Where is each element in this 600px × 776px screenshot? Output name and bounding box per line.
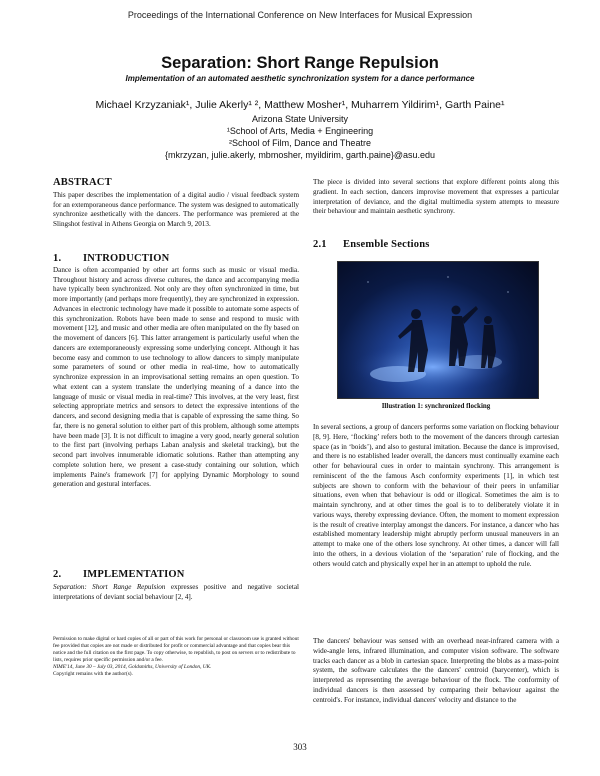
running-head: Proceedings of the International Conference on New Interfaces for Musical Expression [127,10,473,20]
section-number: 2.1 [313,239,327,250]
paper-title: Separation: Short Range Repulsion [161,54,439,72]
footnote-permission: Permission to make digital or hard copies of all or part of this work for personal or classroom use is granted without fee provided that copies are not made or distributed for profit or commercial advantage and that copies bear this notice and the full citation on the first page. To copy otherwise, to republish, to post on servers or to redistribute to lists, requires prior specific permission and/or a fee. [53,636,299,663]
section-title: Ensemble Sections [343,239,430,250]
figure-caption: Illustration 1: synchronized flocking [381,402,491,410]
abstract-heading: ABSTRACT [53,177,112,188]
introduction-heading [53,254,299,264]
implementation-heading [53,570,299,580]
section-number: 2. [53,569,62,580]
section-number: 1. [53,253,62,264]
introduction-section [53,254,299,490]
implementation-body: expresses positive and negative societal interpretations of deviant social behaviour [2, 4]. [53,582,299,601]
implementation-text [53,583,299,603]
introduction-text: Dance is often accompanied by other art forms such as music or visual media. Throughout history and across diverse cultures, the dance and accompanying media have typically been synchronized. Not only are they often synchronized in time, but more importantly (and perhaps more frequently), they are synchronized in expression. Advances in electronic technology have made it possible to automate some aspects of this synchronization. Robots have been made to sense and respond to music with movement [12], and music and other media are often manipulated on the fly based on the movement of dancers [6]. This latter arrangement is particularly useful when the dancers are extemporaneously expressing some underlying concept. Although it has become easy and common to use technology to allow dancers to simply manipulate some parameters of sound or other media in real-time, how to automatically synchronize expression in an improvisational setting remains an open question. To what extent can a system translate the underlying meaning of a dance into the language of music or visual media in real-time? This involves, at the very least, first selecting appropriate metrics and sensors to detect the expressive intentions of the dancers, and second designing media that is capable of expressing the same thing. So far, there is no general solution to either part of this problem, although some attempts have been made [3]. It is not difficult to imagine a very good, nearly general solution to the first part (involving perhaps Laban analysis and skeletal tracking), but the second part involves innumerable idiomatic solutions. Rather than attempting any complete solution here, we present a case-study containing our solution, which implements Paine's framework [7] for applying Dynamic Morphology to sound generation and gestural interfaces. [53,265,299,489]
implementation-section [53,570,299,602]
section-title: IMPLEMENTATION [83,569,185,580]
footnote-copyright: Copyright remains with the author(s). [53,671,133,677]
flocking-photo [337,261,539,399]
paper-subtitle: Implementation of an automated aesthetic synchronization system for a dance performance [125,74,475,83]
ensemble-paragraph-2: The dancers' behaviour was sensed with an overhead near-infrared camera with a wide-angle lens, infrared illumination, and computer vision software. The software tracks each dancer as a blob in cartesian space. Interpreting the blobs as a mass-point system, the software calculates the the dancers' centroid (barycenter), which is interpreted as representing the average behaviour of the flock. The conformity of individual dancers is then assessed by comparing their behaviour against the centroid's. For instance, individual dancers' velocity and distance to the [313,637,559,704]
abstract-text: This paper describes the implementation of a digital audio / visual feedback system for an extemporaneous dance performance. The system was designed to automatically synchronize aesthetically with the dancers. The performance was premiered at the Slingshot festival in Athens Georgia on March 9, 2013. [53,190,299,228]
ensemble-heading-block [313,240,559,250]
affiliation-school-ftd: ²School of Film, Dance and Theatre [229,138,371,148]
author-list: Michael Krzyzaniak¹, Julie Akerly¹ ², Matthew Mosher¹, Muharrem Yildirim¹, Garth Paine¹ [95,99,505,111]
ensemble-heading [313,240,559,250]
affiliation-university: Arizona State University [251,114,349,124]
abstract-section [53,178,299,230]
permission-footnote [53,636,299,678]
footnote-venue: NIME'14, June 30 – July 03, 2014, Goldsmiths, University of London, UK. [53,664,212,670]
right-intro-paragraph: The piece is divided into several sections that explore different points along this gradient. In each section, dancers improvise movement that expresses a particular interpretation of deviance, and the digital multimedia system attempts to measure their behaviour and maintain aesthetic synchrony. [313,178,559,216]
dancers-illustration [338,262,538,398]
author-emails: {mkrzyzan, julie.akerly, mbmosher, myildirim, garth.paine}@asu.edu [164,150,436,160]
page-number: 303 [293,742,307,752]
section-title: INTRODUCTION [83,253,170,264]
piece-title: Separation: Short Range Repulsion [53,582,166,591]
ensemble-paragraph-1: In several sections, a group of dancers performs some variation on flocking behaviour [8, 9]. Here, ‘flocking’ refers both to the movement of the dancers through cartesian space (as in ‘boids’), and also to gestural imitation. Because the dance is improvised, and there is no established leader overall, the dancers must continually examine each other for behavioural cues in order to maintain synchrony. This arrangement is reminiscent of the the famous Asch conformity experiments [1], in which test subjects are shown to conform with the behaviour of their peers in unfamiliar situations, even when that behaviour is odd or illogical. Sometimes the aim is to maintain synchrony, and at other times the goal is to to deliberately violate it in various ways, thereby expressing deviance. Often, the moment to moment expression is the result of creative interplay amongst the dancers. For instance, a dancer who has established momentary leadership might abruptly perform unusual maneuvers in an attempt to make one of the others lose synchrony. At other times, a dancer will fall into the others, in a devious violation of the ‘separation’ rule of flocking, and the others would catch and physically expel her in an attempt to uphold the rule. [313,423,559,568]
affiliation-school-ame: ¹School of Arts, Media + Engineering [226,126,374,136]
